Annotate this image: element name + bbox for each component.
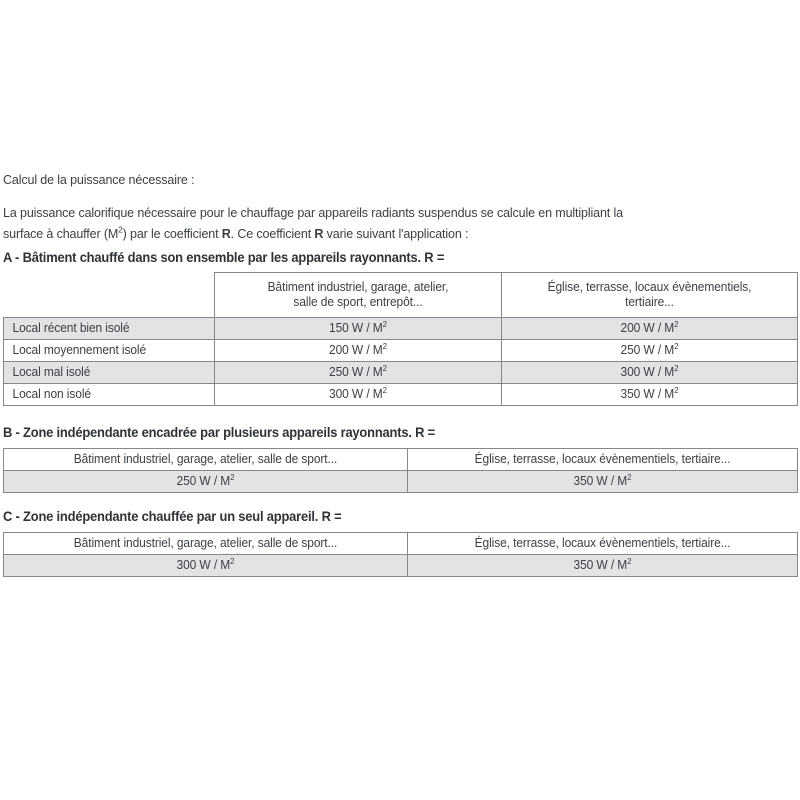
row-value-cell-church: [408, 555, 798, 577]
column-header-line-2: salle de sport, entrepôt...: [293, 295, 423, 309]
table-header-row: [4, 533, 798, 555]
paragraph-line-2: [3, 223, 757, 244]
spacer: [3, 493, 797, 508]
value-text: 250 W / M: [176, 474, 231, 488]
paragraph-line-1: La puissance calorifique nécessaire pour le chauffage par appareils radiants suspendus se calcule en multipliant la: [3, 205, 623, 220]
table-row: [4, 555, 798, 577]
value-text: 350 W / M: [620, 387, 675, 401]
row-label: Local mal isolé: [12, 365, 91, 379]
row-value-cell-church: [408, 471, 798, 493]
table-corner-cell: [4, 273, 215, 318]
table-section-a: [3, 272, 798, 406]
table-header-row: [4, 273, 798, 318]
column-header-text: Bâtiment industriel, garage, atelier, salle de sport...: [73, 452, 338, 466]
column-header-building: [4, 533, 408, 555]
superscript-square: 2: [230, 471, 235, 482]
table-row: [4, 384, 798, 406]
section-title-b: B - Zone indépendante encadrée par plusieurs appareils rayonnants. R =: [3, 425, 435, 440]
column-header-text: Église, terrasse, locaux évènementiels, tertiaire...: [474, 536, 731, 550]
column-header-line-2: tertiaire...: [625, 295, 674, 309]
table-row: [4, 340, 798, 362]
row-value-cell-building: [215, 318, 502, 340]
row-label: Local non isolé: [12, 387, 91, 401]
row-value-cell-building: [4, 555, 408, 577]
value-text: 300 W / M: [176, 558, 231, 572]
table-section-b: [3, 448, 798, 493]
row-value-cell-building: [215, 362, 502, 384]
row-label-cell: [4, 384, 215, 406]
intro-paragraph: [3, 202, 757, 244]
coefficient-r-1: R: [221, 226, 231, 241]
table-section-c: [3, 532, 798, 577]
column-header-line-1: Bâtiment industriel, garage, atelier,: [267, 280, 449, 294]
section-title-a: A - Bâtiment chauffé dans son ensemble par les appareils rayonnants. R =: [3, 250, 445, 265]
row-value-cell-church: [502, 362, 798, 384]
row-label: Local récent bien isolé: [12, 321, 130, 335]
column-header-line-1: Église, terrasse, locaux évènementiels,: [547, 280, 752, 294]
value-text: 250 W / M: [620, 343, 675, 357]
document-content: [3, 172, 797, 577]
superscript-square: 2: [674, 362, 679, 373]
column-header-church: [408, 533, 798, 555]
superscript-square: 2: [118, 224, 123, 235]
superscript-square: 2: [674, 340, 679, 351]
column-header-text: Église, terrasse, locaux évènementiels, tertiaire...: [474, 452, 731, 466]
table-row: [4, 362, 798, 384]
paragraph-line-2-part-2: ) par le coefficient: [122, 226, 222, 241]
row-label-cell: [4, 340, 215, 362]
column-header-text: Bâtiment industriel, garage, atelier, salle de sport...: [73, 536, 338, 550]
row-value-cell-building: [215, 384, 502, 406]
paragraph-line-2-part-3: . Ce coefficient: [230, 226, 315, 241]
row-value-cell-building: [4, 471, 408, 493]
value-text: 350 W / M: [573, 474, 628, 488]
value-text: 150 W / M: [329, 321, 383, 335]
paragraph-line-2-part-4: varie suivant l'application :: [323, 226, 469, 241]
intro-heading: Calcul de la puissance nécessaire :: [3, 172, 195, 187]
column-header-building: [4, 449, 408, 471]
value-text: 250 W / M: [329, 365, 383, 379]
spacer: [3, 406, 797, 424]
row-value-cell-building: [215, 340, 502, 362]
superscript-square: 2: [382, 384, 387, 395]
superscript-square: 2: [674, 384, 679, 395]
table-header-row: [4, 449, 798, 471]
superscript-square: 2: [382, 318, 387, 329]
row-label-cell: [4, 362, 215, 384]
value-text: 300 W / M: [329, 387, 383, 401]
column-header-church: [502, 273, 798, 318]
table-row: [4, 318, 798, 340]
value-text: 300 W / M: [620, 365, 675, 379]
row-value-cell-church: [502, 340, 798, 362]
column-header-church: [408, 449, 798, 471]
superscript-square: 2: [627, 555, 632, 566]
superscript-square: 2: [382, 340, 387, 351]
superscript-square: 2: [230, 555, 235, 566]
row-value-cell-church: [502, 318, 798, 340]
value-text: 200 W / M: [329, 343, 383, 357]
section-title-c: C - Zone indépendante chauffée par un seul appareil. R =: [3, 509, 342, 524]
spacer: [3, 188, 797, 202]
superscript-square: 2: [627, 471, 632, 482]
paragraph-line-2-part-1: surface à chauffer (M: [3, 226, 119, 241]
value-text: 350 W / M: [573, 558, 628, 572]
superscript-square: 2: [674, 318, 679, 329]
column-header-building: [215, 273, 502, 318]
row-value-cell-church: [502, 384, 798, 406]
superscript-square: 2: [382, 362, 387, 373]
table-row: [4, 471, 798, 493]
row-label: Local moyennement isolé: [12, 343, 147, 357]
coefficient-r-2: R: [314, 226, 324, 241]
value-text: 200 W / M: [620, 321, 675, 335]
row-label-cell: [4, 318, 215, 340]
